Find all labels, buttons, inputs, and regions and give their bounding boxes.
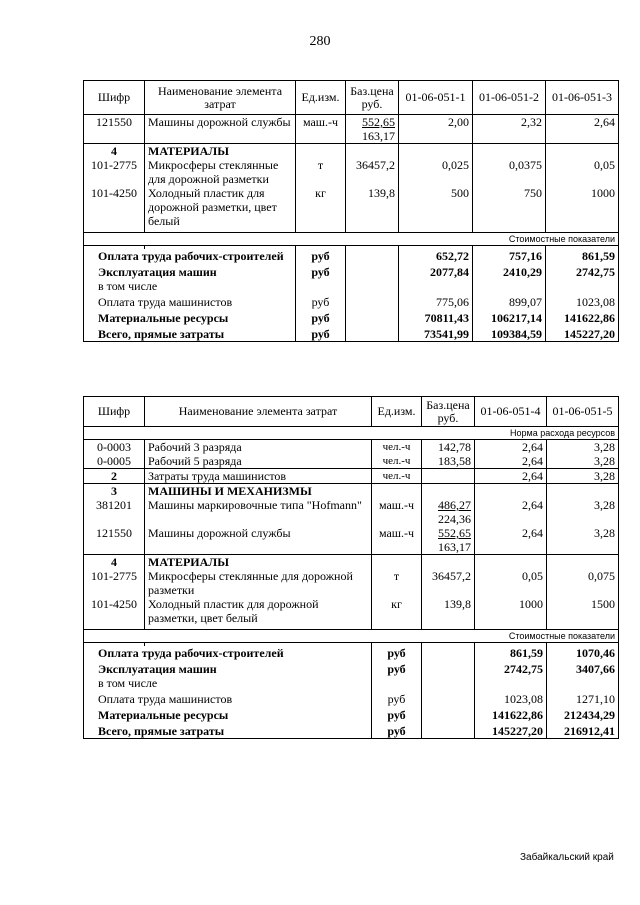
row-value-2: 1500 (547, 597, 619, 625)
cost-caption: Стоимостные показатели (84, 629, 619, 642)
header-price: Баз.цена руб. (422, 397, 475, 427)
summary-unit: руб (372, 706, 422, 722)
summary-unit: руб (372, 690, 422, 706)
row-price (422, 498, 475, 526)
summary-value-1: 1023,08 (475, 690, 547, 706)
summary-row (84, 249, 619, 263)
row-name: Холодный пластик для дорожной разметки, цвет белый (145, 186, 296, 228)
section-code: 4 (84, 555, 145, 570)
row-value-1: 0,025 (399, 158, 473, 186)
row-value-2: 750 (473, 186, 546, 228)
summary-value-2: 757,16 (473, 249, 546, 263)
summary-value-3: 2742,75 (546, 263, 619, 279)
resource-table-2 (83, 396, 619, 739)
header-unit: Ед.изм. (372, 397, 422, 427)
row-unit: чел.-ч (372, 440, 422, 455)
row-value-1: 500 (399, 186, 473, 228)
summary-name: Эксплуатация машин (98, 265, 217, 279)
row-name: Машины дорожной службы (145, 526, 372, 555)
summary-row (84, 293, 619, 309)
row-price: 139,8 (346, 186, 399, 228)
header-col-5: 01-06-051-5 (547, 397, 619, 427)
summary-name: Оплата труда рабочих-строителей (98, 249, 284, 263)
section-row (84, 144, 619, 159)
summary-unit: руб (372, 722, 422, 739)
row-unit: маш.-ч (372, 498, 422, 526)
table-row (84, 597, 619, 625)
summary-unit: руб (296, 293, 346, 309)
row-value-3: 1000 (546, 186, 619, 228)
row-price: 36457,2 (422, 569, 475, 597)
summary-value-2: 899,07 (473, 293, 546, 309)
row-unit: т (296, 158, 346, 186)
header-price: Баз.цена руб. (346, 81, 399, 115)
summary-value-3: 861,59 (546, 249, 619, 263)
section-code: 4 (84, 144, 145, 159)
row-code: 0-0005 (97, 454, 131, 468)
header-col-1: 01-06-051-1 (399, 81, 473, 115)
summary-value-1: 141622,86 (475, 706, 547, 722)
row-price: 142,78 (422, 440, 475, 455)
summary-value-1: 652,72 (399, 249, 473, 263)
table-row (84, 498, 619, 526)
row-value-1: 1000 (475, 597, 547, 625)
price-value: 552,65 (362, 115, 395, 129)
row-value-2: 3,28 (547, 469, 619, 484)
row-code: 381201 (96, 498, 132, 512)
section-row (84, 484, 619, 499)
summary-value-2: 2410,29 (473, 263, 546, 279)
summary-value-3: 145227,20 (546, 325, 619, 342)
summary-unit: руб (296, 325, 346, 342)
row-code: 101-2775 (91, 158, 137, 172)
table-row (84, 569, 619, 597)
row-value-1: 2,64 (475, 526, 547, 555)
summary-row (84, 646, 619, 660)
header-col-3: 01-06-051-3 (546, 81, 619, 115)
resource-table-1 (83, 80, 619, 342)
summary-unit: руб (296, 309, 346, 325)
row-unit: маш.-ч (296, 115, 346, 144)
table-row (84, 115, 619, 144)
row-value-1: 2,64 (475, 440, 547, 455)
summary-row (84, 690, 619, 706)
summary-row (84, 279, 619, 293)
row-value-3: 2,64 (546, 115, 619, 144)
summary-row (84, 263, 619, 279)
table-row (84, 454, 619, 469)
summary-value-1: 2077,84 (399, 263, 473, 279)
header-code: Шифр (84, 397, 145, 427)
summary-value-1: 775,06 (399, 293, 473, 309)
table-row (84, 526, 619, 555)
row-value-2: 2,32 (473, 115, 546, 144)
row-price (422, 526, 475, 555)
row-unit: т (372, 569, 422, 597)
header-col-2: 01-06-051-2 (473, 81, 546, 115)
cost-caption: Стоимостные показатели (84, 232, 619, 245)
summary-name: Оплата труда машинистов (98, 692, 233, 706)
row-code: 121550 (96, 115, 132, 129)
row-name: Рабочий 5 разряда (145, 454, 372, 469)
row-name: Машины дорожной службы (145, 115, 296, 144)
table-row (84, 186, 619, 228)
summary-name: Эксплуатация машин (98, 662, 217, 676)
summary-row (84, 309, 619, 325)
price-secondary: 163,17 (362, 129, 395, 143)
summary-name: Оплата труда рабочих-строителей (98, 646, 284, 660)
row-unit: маш.-ч (372, 526, 422, 555)
summary-value-3: 1023,08 (546, 293, 619, 309)
table-row (84, 469, 619, 484)
summary-value-2: 216912,41 (547, 722, 619, 739)
row-price: 139,8 (422, 597, 475, 625)
section-title: МАШИНЫ И МЕХАНИЗМЫ (145, 484, 372, 499)
norm-caption: Норма расхода ресурсов (84, 427, 619, 440)
summary-row (84, 722, 619, 739)
row-code: 101-4250 (91, 597, 137, 611)
summary-name: Оплата труда машинистов (98, 295, 233, 309)
row-code: 101-2775 (91, 569, 137, 583)
row-value-1: 2,64 (475, 469, 547, 484)
table-header (84, 81, 619, 115)
row-name: Микросферы стеклянные для дорожной разметки (145, 158, 296, 186)
row-name: Машины маркировочные типа "Hofmann" (145, 498, 372, 526)
row-name: Рабочий 3 разряда (145, 440, 372, 455)
summary-value-2: 3407,66 (547, 660, 619, 676)
row-value-2: 3,28 (547, 526, 619, 555)
section-row (84, 555, 619, 570)
cost-caption-row (84, 629, 619, 642)
row-name: Холодный пластик для дорожной разметки, цвет белый (145, 597, 372, 625)
header-code: Шифр (84, 81, 145, 115)
price-value: 552,65 (438, 526, 471, 540)
row-value-2: 0,0375 (473, 158, 546, 186)
table-row (84, 158, 619, 186)
row-unit: кг (372, 597, 422, 625)
norm-caption-row (84, 427, 619, 440)
summary-value-2: 212434,29 (547, 706, 619, 722)
section-code: 3 (84, 484, 145, 499)
row-price: 183,58 (422, 454, 475, 469)
summary-unit: руб (296, 249, 346, 263)
summary-unit: руб (296, 263, 346, 279)
summary-value-2: 1070,46 (547, 646, 619, 660)
row-code: 0-0003 (97, 440, 131, 454)
header-unit: Ед.изм. (296, 81, 346, 115)
row-value-1: 2,00 (399, 115, 473, 144)
row-price (346, 115, 399, 144)
summary-value-1: 861,59 (475, 646, 547, 660)
page-number: 280 (309, 34, 331, 49)
summary-value-3: 141622,86 (546, 309, 619, 325)
row-value-2: 0,075 (547, 569, 619, 597)
summary-name: Материальные ресурсы (98, 708, 229, 722)
summary-name: в том числе (98, 279, 158, 293)
summary-row (84, 325, 619, 342)
region-footer: Забайкальский край (520, 852, 614, 863)
summary-name: Материальные ресурсы (98, 311, 229, 325)
summary-value-2: 1271,10 (547, 690, 619, 706)
price-secondary: 163,17 (438, 540, 471, 554)
summary-row (84, 660, 619, 676)
table-row (84, 440, 619, 455)
header-name: Наименование элемента затрат (145, 81, 296, 115)
row-name: Микросферы стеклянные для дорожной разметки (145, 569, 372, 597)
cost-caption-row (84, 232, 619, 245)
row-value-3: 0,05 (546, 158, 619, 186)
summary-row (84, 676, 619, 690)
row-value-2: 3,28 (547, 498, 619, 526)
row-value-1: 0,05 (475, 569, 547, 597)
row-unit: чел.-ч (372, 454, 422, 469)
header-name: Наименование элемента затрат (145, 397, 372, 427)
row-unit: кг (296, 186, 346, 228)
row-code: 2 (84, 469, 145, 484)
summary-row (84, 706, 619, 722)
summary-name: Всего, прямые затраты (98, 724, 225, 738)
section-title: МАТЕРИАЛЫ (145, 144, 296, 159)
summary-value-1: 73541,99 (399, 325, 473, 342)
summary-value-1: 70811,43 (399, 309, 473, 325)
price-value: 486,27 (438, 498, 471, 512)
row-unit: чел.-ч (372, 469, 422, 484)
header-col-4: 01-06-051-4 (475, 397, 547, 427)
summary-unit: руб (372, 660, 422, 676)
price-secondary: 224,36 (438, 512, 471, 526)
summary-name: в том числе (98, 676, 158, 690)
summary-value-2: 106217,14 (473, 309, 546, 325)
summary-name: Всего, прямые затраты (98, 327, 225, 341)
summary-value-2: 109384,59 (473, 325, 546, 342)
row-code: 101-4250 (91, 186, 137, 200)
row-code: 121550 (96, 526, 132, 540)
summary-value-1: 2742,75 (475, 660, 547, 676)
summary-unit: руб (372, 646, 422, 660)
row-value-2: 3,28 (547, 454, 619, 469)
section-title: МАТЕРИАЛЫ (145, 555, 372, 570)
summary-value-1: 145227,20 (475, 722, 547, 739)
row-value-1: 2,64 (475, 498, 547, 526)
row-name: Затраты труда машинистов (145, 469, 372, 484)
table-header (84, 397, 619, 427)
row-value-1: 2,64 (475, 454, 547, 469)
row-value-2: 3,28 (547, 440, 619, 455)
row-price: 36457,2 (346, 158, 399, 186)
